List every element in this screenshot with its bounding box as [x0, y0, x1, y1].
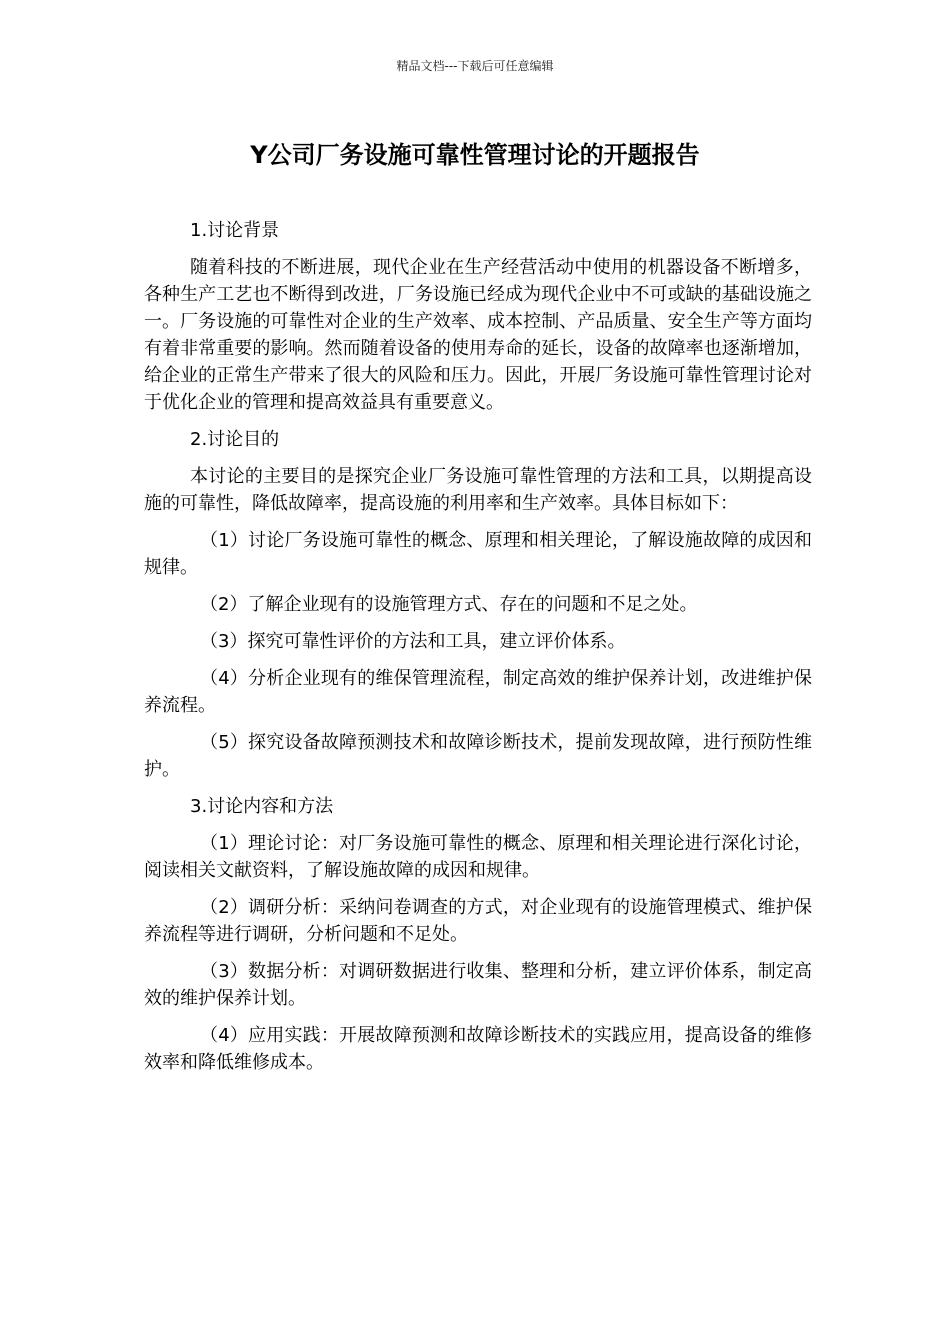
section-heading-methods: 3.讨论内容和方法 — [190, 796, 334, 817]
section-heading-purpose: 2.讨论目的 — [190, 429, 280, 450]
list-item-method-1: （1）理论讨论：对厂务设施可靠性的概念、原理和相关理论进行深化讨论，阅读相关文献资料，了解设施故障的成因和规律。 — [144, 833, 812, 881]
list-item-method-2: （2）调研分析：采纳问卷调查的方式，对企业现有的设施管理模式、维护保养流程等进行调研，分析问题和不足处。 — [144, 897, 812, 945]
section-heading-background: 1.讨论背景 — [190, 220, 280, 241]
list-item-method-3: （3）数据分析：对调研数据进行收集、整理和分析，建立评价体系，制定高效的维护保养计划。 — [144, 961, 812, 1009]
document-body — [144, 217, 812, 1086]
list-item-purpose-3: （3）探究可靠性评价的方法和工具，建立评价体系。 — [200, 631, 626, 652]
list-item-purpose-1: （1）讨论厂务设施可靠性的概念、原理和相关理论，了解设施故障的成因和规律。 — [144, 530, 812, 578]
document-title: Y公司厂务设施可靠性管理讨论的开题报告 — [250, 141, 700, 169]
list-item-purpose-2: （2）了解企业现有的设施管理方式、存在的问题和不足之处。 — [200, 594, 698, 615]
list-item-purpose-4: （4）分析企业现有的维保管理流程，制定高效的维护保养计划，改进维护保养流程。 — [144, 668, 812, 716]
header-note: 精品文档---下载后可任意编辑 — [396, 59, 554, 73]
list-item-method-4: （4）应用实践：开展故障预测和故障诊断技术的实践应用，提高设备的维修效率和降低维修成本。 — [144, 1025, 812, 1073]
list-item-purpose-5: （5）探究设备故障预测技术和故障诊断技术，提前发现故障，进行预防性维护。 — [144, 732, 812, 780]
paragraph-background: 随着科技的不断进展，现代企业在生产经营活动中使用的机器设备不断增多，各种生产工艺也不断得到改进，厂务设施已经成为现代企业中不可或缺的基础设施之一。厂务设施的可靠性对企业的生产效率、成本控制、产品质量、安全生产等方面均有着非常重要的影响。然而随着设备的使用寿命的延长，设备的故障率也逐渐增加，给企业的正常生产带来了很大的风险和压力。因此，开展厂务设施可靠性管理讨论对于优化企业的管理和提高效益具有重要意义。 — [144, 257, 812, 413]
paragraph-purpose: 本讨论的主要目的是探究企业厂务设施可靠性管理的方法和工具，以期提高设施的可靠性，降低故障率，提高设施的利用率和生产效率。具体目标如下： — [144, 466, 812, 514]
